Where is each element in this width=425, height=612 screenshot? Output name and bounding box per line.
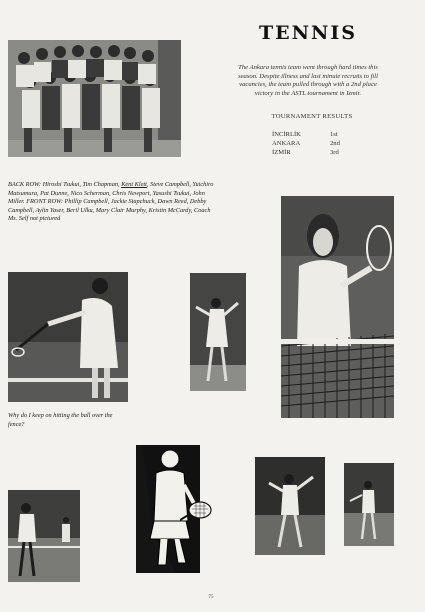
result-place: 3rd — [330, 149, 339, 156]
volley-photo — [344, 463, 394, 546]
photo-quote: Why do I keep on hitting the ball over the fence? — [8, 412, 113, 428]
result-place: 1st — [330, 131, 338, 138]
caption-underlined-name: Kent Klett — [121, 181, 147, 188]
caption-front-row: FRONT ROW: Phillip Campbell, Jackie Stapchuck, Dawn Reed, Debby Campbell, Aylin Yaser, Beril Ulku, Mary Clair Murphy, Kristin McCardy, Coach Ms. Self not pictured — [8, 198, 211, 223]
forehand-photo — [255, 457, 325, 555]
caption-back-row-part1: BACK ROW: Hiroshi Tsukui, Tim Chapman, — [8, 181, 122, 188]
racket-drawing — [180, 500, 212, 522]
result-city: İZMİR — [272, 149, 291, 156]
page-title: TENNIS — [259, 22, 357, 44]
result-row — [272, 139, 362, 148]
result-city: İNCİRLİK — [272, 131, 301, 138]
backhand-photo — [8, 272, 128, 402]
tournament-results — [272, 130, 362, 157]
team-photo — [8, 40, 181, 157]
result-row — [272, 148, 362, 157]
result-place: 2nd — [330, 140, 340, 147]
result-row — [272, 130, 362, 139]
page-number: 75 — [208, 595, 214, 600]
doubles-photo — [8, 490, 80, 582]
serve-photo — [190, 273, 246, 391]
intro-paragraph: The Ankara tennis team went through hard times this season. Despite illness and last minute recruits to fill vacancies, the team pulled through with a 2nd place victory in the ASTL tournament in Izmir. — [238, 64, 378, 97]
team-photo-caption — [8, 181, 220, 224]
player-closeup-photo — [281, 196, 394, 418]
caption-back-row-part2: , Steve Campbell, Yuichiro Matsumura, Pat Dunne, Nico Scherman, Chris Newport, Yasushi Tsukui, John Miller. — [8, 181, 214, 206]
results-heading: TOURNAMENT RESULTS — [271, 113, 353, 120]
result-city: ANKARA — [272, 140, 301, 147]
